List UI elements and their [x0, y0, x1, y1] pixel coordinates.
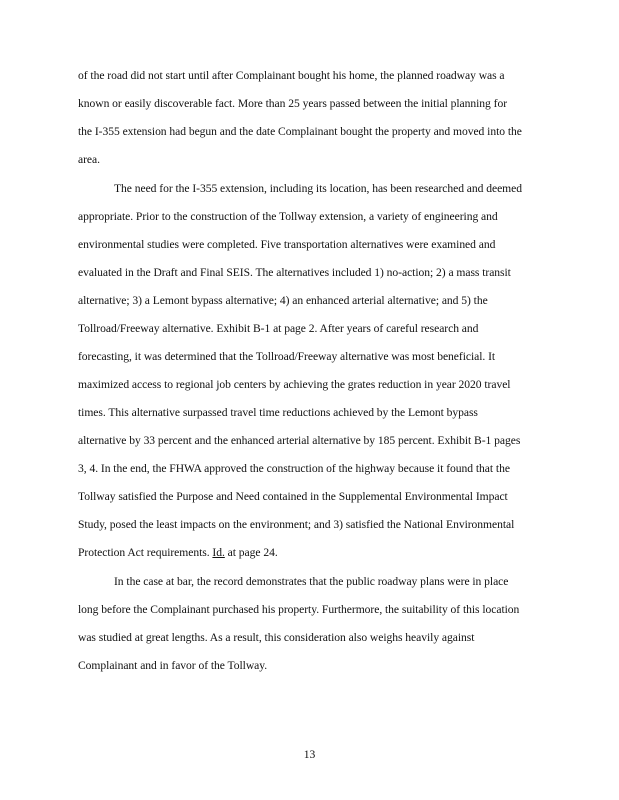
paragraph-2-line-10: alternative by 33 percent and the enhanced arterial alternative by 185 percent. Exhibit B-1 pages	[78, 434, 521, 447]
paragraph-2-line-3: environmental studies were completed. Five transportation alternatives were examined and	[78, 238, 496, 251]
paragraph-1-line-3: the I-355 extension had begun and the date Complainant bought the property and moved into the	[78, 125, 522, 138]
paragraph-2-line-13: Study, posed the least impacts on the environment; and 3) satisfied the National Environmental	[78, 518, 515, 531]
paragraph-2-line-7: forecasting, it was determined that the Tollroad/Freeway alternative was most beneficial. It	[78, 350, 496, 363]
paragraph-2-line-14	[78, 546, 278, 560]
paragraph-2-line-11: 3, 4. In the end, the FHWA approved the construction of the highway because it found that the	[78, 462, 510, 475]
paragraph-1-line-2: known or easily discoverable fact. More than 25 years passed between the initial planning for	[78, 97, 508, 110]
line-14-text-before: Protection Act requirements.	[78, 546, 213, 559]
paragraph-2-line-8: maximized access to regional job centers by achieving the grates reduction in year 2020 travel	[78, 378, 511, 391]
paragraph-3-line-1: In the case at bar, the record demonstrates that the public roadway plans were in place	[114, 575, 509, 588]
paragraph-2-line-2: appropriate. Prior to the construction of the Tollway extension, a variety of engineering and	[78, 210, 498, 223]
paragraph-1-line-1: of the road did not start until after Complainant bought his home, the planned roadway was a	[78, 69, 505, 82]
paragraph-2-line-4: evaluated in the Draft and Final SEIS. The alternatives included 1) no-action; 2) a mass transit	[78, 266, 511, 279]
line-14-text-after: at page 24.	[224, 546, 278, 559]
paragraph-2-line-6: Tollroad/Freeway alternative. Exhibit B-1 at page 2. After years of careful research and	[78, 322, 479, 335]
paragraph-3-line-4: Complainant and in favor of the Tollway.	[78, 659, 268, 672]
paragraph-3-line-2: long before the Complainant purchased his property. Furthermore, the suitability of this location	[78, 603, 520, 616]
paragraph-2-line-9: times. This alternative surpassed travel time reductions achieved by the Lemont bypass	[78, 406, 478, 419]
paragraph-3-line-3: was studied at great lengths. As a result, this consideration also weighs heavily against	[78, 631, 475, 644]
paragraph-2-line-1: The need for the I-355 extension, including its location, has been researched and deemed	[114, 182, 522, 195]
paragraph-2-line-5: alternative; 3) a Lemont bypass alternative; 4) an enhanced arterial alternative; and 5) the	[78, 294, 488, 307]
page-number: 13	[303, 748, 316, 761]
paragraph-2-line-12: Tollway satisfied the Purpose and Need contained in the Supplemental Environmental Impact	[78, 490, 508, 503]
citation-id: Id.	[212, 546, 225, 559]
paragraph-1-line-4: area.	[78, 153, 100, 166]
